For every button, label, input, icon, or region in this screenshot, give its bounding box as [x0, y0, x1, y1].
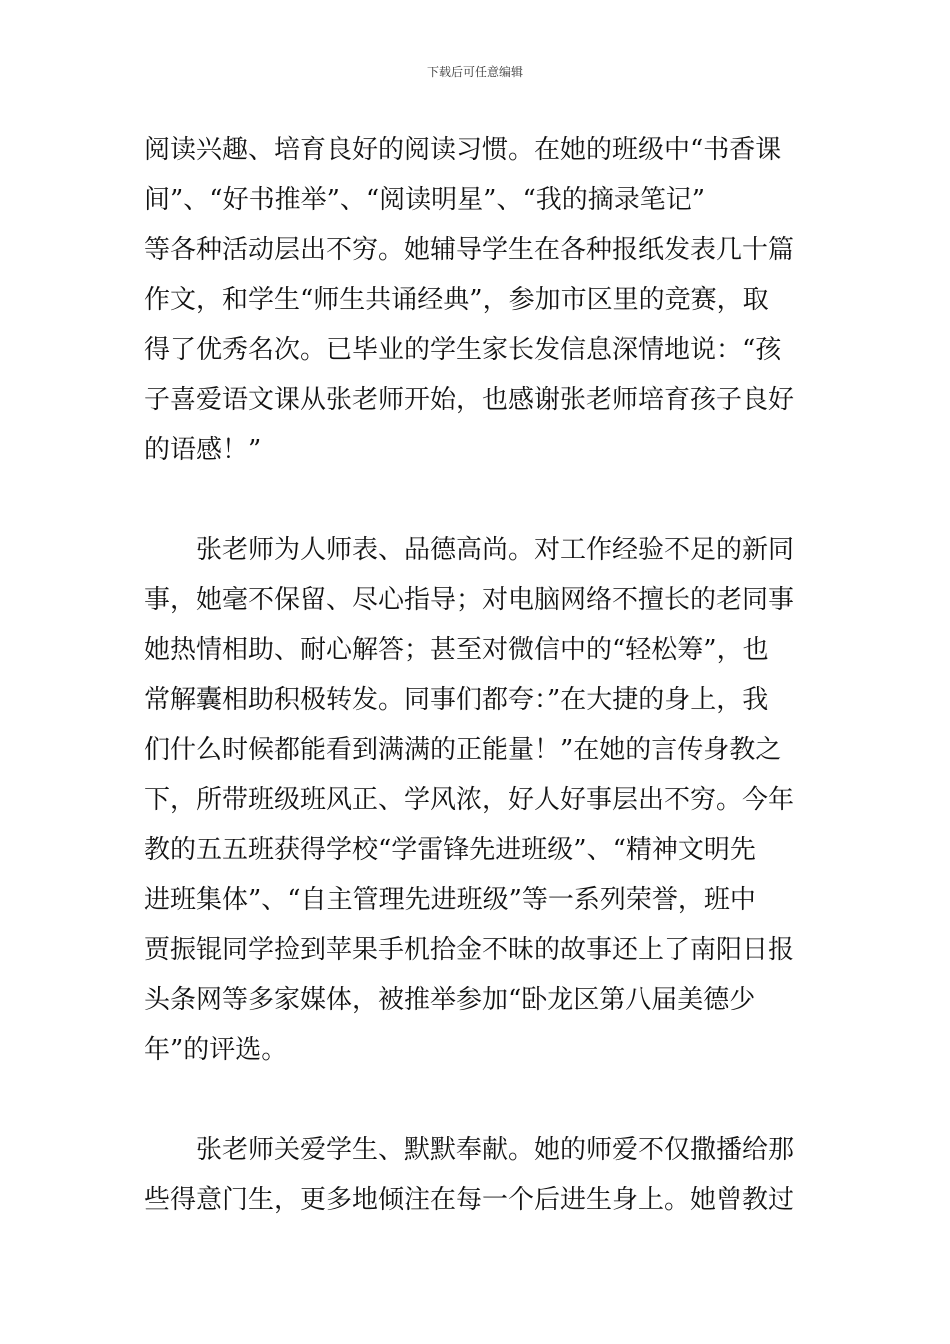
text-line: 得了优秀名次。已毕业的学生家长发信息深情地说：“孩	[144, 335, 782, 365]
text-line: 们什么时候都能看到满满的正能量！”在她的言传身教之	[144, 735, 782, 765]
text-line: 等各种活动层出不穷。她辅导学生在各种报纸发表几十篇	[144, 235, 795, 265]
text-line: 张老师关爱学生、默默奉献。她的师爱不仅撒播给那	[196, 1135, 795, 1165]
text-line: 阅读兴趣、培育良好的阅读习惯。在她的班级中“书香课	[144, 135, 782, 165]
text-line: 贾振锟同学捡到苹果手机拾金不昧的故事还上了南阳日报	[144, 935, 795, 965]
text-line: 下，所带班级班风正、学风浓，好人好事层出不穷。今年	[144, 785, 795, 815]
text-line: 作文，和学生“师生共诵经典”，参加市区里的竞赛，取	[144, 285, 769, 315]
text-line: 间”、“好书推举”、“阅读明星”、“我的摘录笔记”	[144, 185, 706, 215]
text-line: 的语感！”	[144, 435, 262, 465]
text-line: 教的五五班获得学校“学雷锋先进班级”、“精神文明先	[144, 835, 756, 865]
paragraph-2	[144, 525, 808, 1075]
paragraph-spacer	[144, 1075, 808, 1125]
text-line: 常解囊相助积极转发。同事们都夸：”在大捷的身上，我	[144, 685, 769, 715]
text-line: 事，她毫不保留、尽心指导；对电脑网络不擅长的老同事	[144, 585, 795, 615]
text-line: 进班集体”、“自主管理先进班级”等一系列荣誉，班中	[144, 885, 756, 915]
text-line: 她热情相助、耐心解答；甚至对微信中的“轻松筹”，也	[144, 635, 769, 665]
page-header: 下载后可任意编辑	[426, 65, 523, 79]
text-line: 张老师为人师表、品德高尚。对工作经验不足的新同	[196, 535, 795, 565]
text-line: 子喜爱语文课从张老师开始，也感谢张老师培育孩子良好	[144, 385, 795, 415]
paragraph-1	[144, 125, 808, 475]
text-line: 些得意门生，更多地倾注在每一个后进生身上。她曾教过	[144, 1185, 795, 1215]
paragraph-spacer	[144, 475, 808, 525]
text-line: 年”的评选。	[144, 1035, 288, 1065]
text-line: 头条网等多家媒体，被推举参加“卧龙区第八届美德少	[144, 985, 756, 1015]
document-body	[144, 125, 808, 1225]
paragraph-3	[144, 1125, 808, 1225]
